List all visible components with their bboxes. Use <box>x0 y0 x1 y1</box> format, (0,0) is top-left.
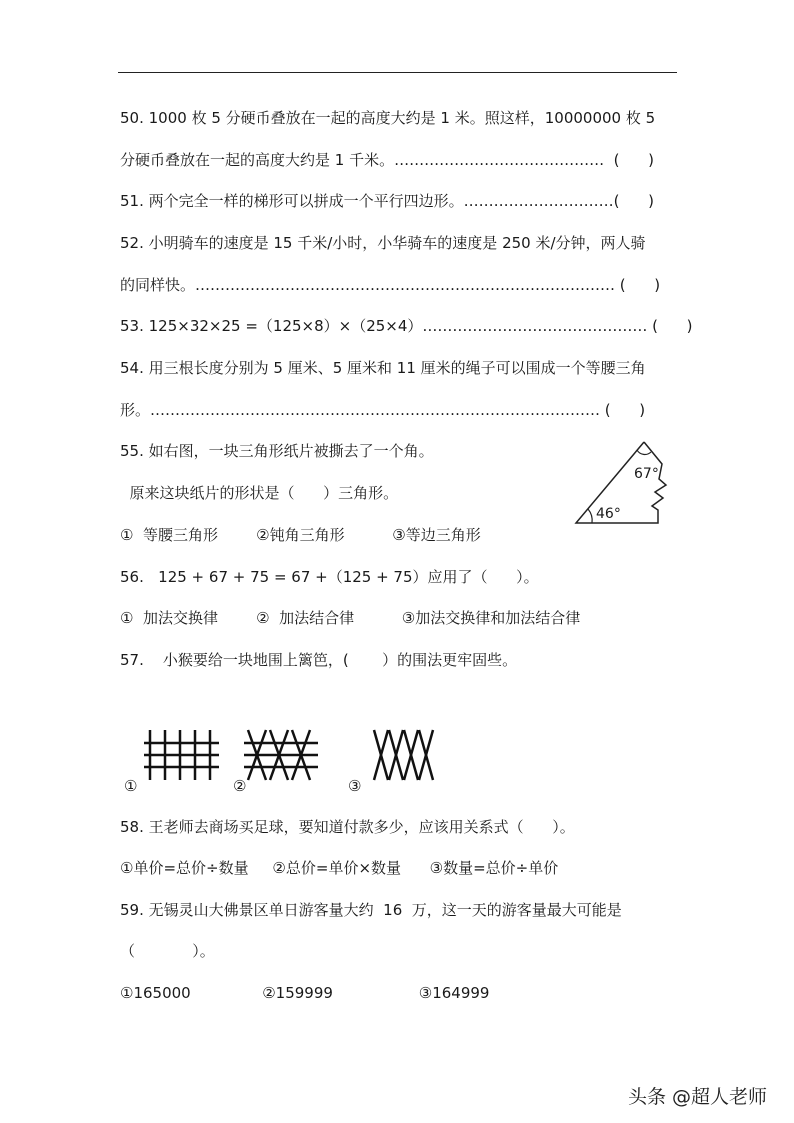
question-50-line-1: 50. 1000 枚 5 分硬币叠放在一起的高度大约是 1 米。照这样，10000000 枚 5 <box>120 109 656 127</box>
question-52-line-1: 52. 小明骑车的速度是 15 千米/小时，小华骑车的速度是 250 米/分钟，两人骑 <box>120 234 646 252</box>
fence-diagonal-figure <box>372 728 442 782</box>
torn-triangle-figure <box>574 440 674 530</box>
question-59-line-1: 59. 无锡灵山大佛景区单日游客量大约 16 万，这一天的游客量最大可能是 <box>120 901 622 919</box>
fence-crossed-rails-figure <box>244 730 324 782</box>
fence-label-2: ② <box>233 777 247 795</box>
question-55-options: ① 等腰三角形 ②钝角三角形 ③等边三角形 <box>120 526 481 544</box>
question-50-line-2: 分硬币叠放在一起的高度大约是 1 千米。…………………………………… ( ) <box>120 151 654 169</box>
question-56-options: ① 加法交换律 ② 加法结合律 ③加法交换律和加法结合律 <box>120 609 581 627</box>
question-56: 56. 125 + 67 + 75 = 67 +（125 + 75）应用了（ ）。 <box>120 568 539 586</box>
header-rule <box>118 72 677 73</box>
watermark: 头条 @超人老师 <box>628 1086 768 1108</box>
question-59-options: ①165000 ②159999 ③164999 <box>120 984 490 1002</box>
question-54-line-1: 54. 用三根长度分别为 5 厘米、5 厘米和 11 厘米的绳子可以围成一个等腰三角 <box>120 359 646 377</box>
question-52-line-2: 的同样快。………………………………………………………………………… ( ) <box>120 276 661 294</box>
question-55-line-2: 原来这块纸片的形状是（ ）三角形。 <box>120 484 399 502</box>
question-58: 58. 王老师去商场买足球，要知道付款多少，应该用关系式（ ）。 <box>120 818 575 836</box>
fence-grid-figure <box>144 730 224 782</box>
question-54-line-2: 形。……………………………………………………………………………… ( ) <box>120 401 646 419</box>
question-58-options: ①单价=总价÷数量 ②总价=单价×数量 ③数量=总价÷单价 <box>120 859 559 877</box>
question-59-line-2: （ ）。 <box>120 942 215 960</box>
fence-label-1: ① <box>124 777 138 795</box>
question-57: 57. 小猴要给一块地围上篱笆，( ）的围法更牢固些。 <box>120 651 518 669</box>
question-55-line-1: 55. 如右图，一块三角形纸片被撕去了一个角。 <box>120 442 434 460</box>
question-51: 51. 两个完全一样的梯形可以拼成一个平行四边形。…………………………( ) <box>120 192 654 210</box>
angle-46-label: 46° <box>596 506 621 522</box>
question-53: 53. 125×32×25 =（125×8）×（25×4）……………………………………… ( ) <box>120 317 693 335</box>
fence-label-3: ③ <box>348 777 362 795</box>
angle-67-label: 67° <box>634 466 659 482</box>
